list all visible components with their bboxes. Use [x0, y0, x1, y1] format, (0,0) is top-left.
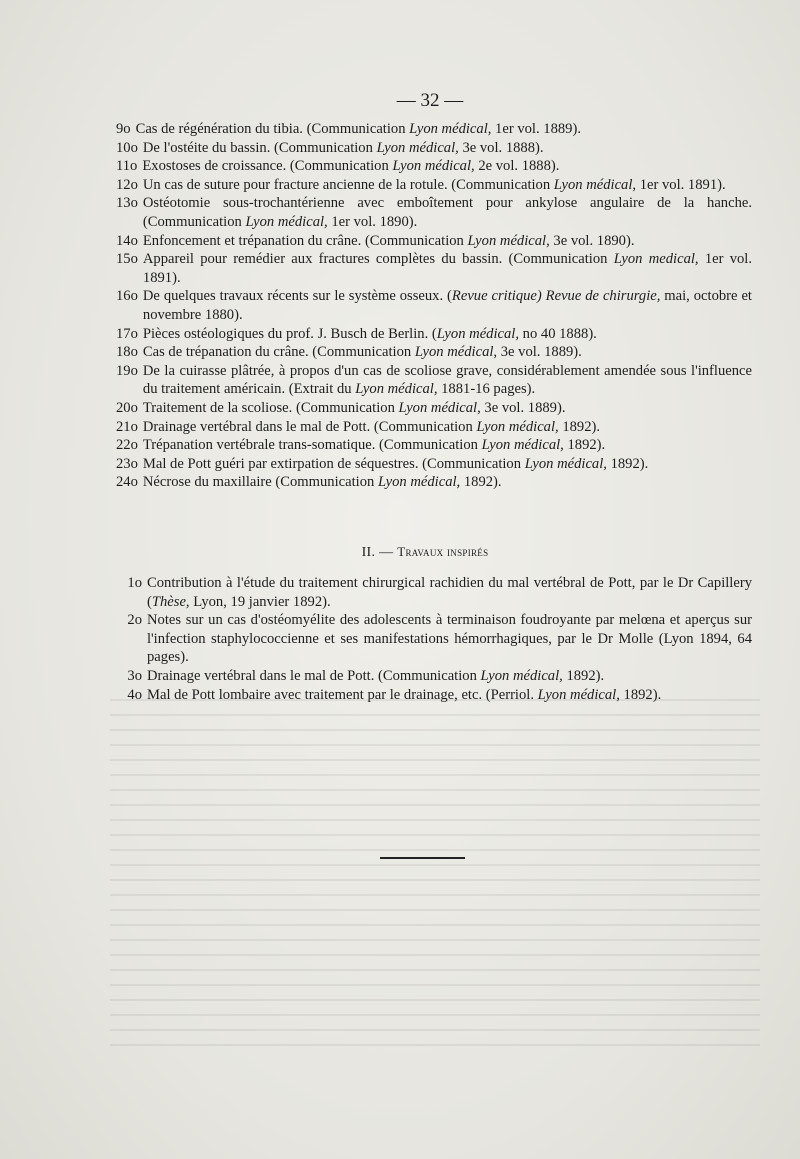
item-number: 3o: [127, 667, 142, 684]
item-citation: 3e vol. 1888).: [458, 139, 544, 156]
item-description: Ostéotomie sous-trochantérienne avec emboîtement pour ankylose angulaire de la hanche. (Communication: [142, 195, 752, 230]
item-number: 4o: [127, 686, 142, 703]
item-citation: 1892).: [619, 686, 662, 703]
item-text: [138, 399, 752, 418]
list-item: [116, 120, 752, 139]
item-description: Drainage vertébral dans le mal de Pott. (Communication: [147, 667, 481, 684]
item-text: [138, 194, 752, 231]
journal-name: Revue critique) Revue de chirurgie,: [451, 288, 661, 305]
item-description: Cas de trépanation du crâne. (Communication: [142, 344, 415, 361]
item-text: [138, 436, 752, 455]
journal-name: Thèse,: [151, 593, 190, 610]
item-number: 24o: [116, 474, 138, 491]
item-number: 9o: [116, 121, 131, 137]
journal-name: Lyon médical,: [553, 176, 637, 193]
item-number: 10o: [116, 139, 138, 156]
item-text: [138, 343, 752, 362]
journal-name: Lyon médical,: [467, 232, 550, 249]
item-citation: 1er vol. 1891).: [636, 176, 726, 193]
list-item: [116, 611, 752, 667]
list-item: [116, 176, 752, 195]
item-text: [138, 139, 752, 158]
item-citation: 1892).: [558, 418, 601, 435]
list-item: [116, 455, 752, 474]
item-number: 2o: [127, 612, 142, 629]
item-description: Enfoncement et trépanation du crâne. (Communication: [142, 232, 468, 249]
item-number: 13o: [116, 195, 138, 212]
item-citation: 1892).: [563, 437, 606, 454]
list-item: [116, 418, 752, 437]
list-item: [116, 139, 752, 158]
item-citation: 3e vol. 1889).: [480, 399, 566, 416]
item-number: 14o: [116, 232, 138, 249]
item-text: [138, 176, 752, 195]
bleed-through-texture: [110, 690, 760, 1050]
inspired-works-list: [116, 574, 752, 704]
item-description: Notes sur un cas d'ostéomyélite des adolescents à terminaison foudroyante par melœna et aperçus sur l'infection staphylococcienne et ses manifestations hémorrhagiques, par le Dr Molle (Lyon 1894, 64 pages).: [147, 612, 752, 666]
list-item: [116, 325, 752, 344]
item-citation: 3e vol. 1890).: [549, 232, 635, 249]
item-citation: 1er vol. 1890).: [327, 213, 418, 230]
publications-list: [116, 120, 752, 492]
section-heading: [0, 544, 800, 561]
item-description: Nécrose du maxillaire (Communication: [142, 474, 378, 491]
journal-name: Lyon médical,: [376, 139, 459, 156]
item-description: Trépanation vertébrale trans-somatique. (Communication: [142, 437, 482, 454]
item-description: Traitement de la scoliose. (Communication: [142, 399, 399, 416]
item-number: 17o: [116, 325, 138, 342]
item-text: [138, 418, 752, 437]
journal-name: Lyon médical,: [524, 455, 607, 472]
item-citation: 1881-16 pages).: [437, 381, 536, 398]
journal-name: Lyon médical,: [377, 474, 461, 491]
list-item: [116, 667, 752, 686]
journal-name: Lyon médical,: [398, 399, 481, 416]
journal-name: Lyon médical,: [355, 381, 438, 398]
item-number: 15o: [116, 251, 138, 268]
item-description: De l'ostéite du bassin. (Communication: [142, 139, 377, 156]
item-description: De la cuirasse plâtrée, à propos d'un cas de scoliose grave, considérablement amendée sous l'influence du traitement américain. (Extrait du: [142, 362, 752, 398]
item-description: De quelques travaux récents sur le système osseux. (: [142, 288, 452, 305]
item-description: Mal de Pott lombaire avec traitement par le drainage, etc. (Perriol.: [147, 686, 538, 703]
list-item: [116, 232, 752, 251]
item-text: [138, 287, 752, 324]
item-number: 11o: [116, 158, 138, 175]
item-description: Un cas de suture pour fracture ancienne de la rotule. (Communication: [142, 176, 554, 193]
list-item: [116, 399, 752, 418]
item-number: 18o: [116, 344, 138, 361]
item-text: [131, 120, 752, 139]
item-citation: 1er vol. 1889).: [491, 121, 581, 137]
item-text: [142, 611, 752, 667]
journal-name: Lyon médical,: [245, 213, 328, 230]
item-number: 16o: [116, 288, 138, 305]
item-text: [138, 325, 752, 344]
item-text: [138, 250, 752, 287]
item-text: [142, 574, 752, 611]
item-text: [142, 686, 752, 705]
item-description: Appareil pour remédier aux fractures complètes du bassin. (Communication: [142, 251, 614, 268]
page-number: — 32 —: [396, 90, 464, 111]
item-description: Drainage vertébral dans le mal de Pott. (Communication: [142, 418, 477, 435]
journal-name: Lyon médical,: [436, 325, 519, 342]
item-text: [138, 455, 752, 474]
item-citation: Lyon, 19 janvier 1892).: [189, 593, 331, 610]
list-item: [116, 436, 752, 455]
item-description: Cas de régénération du tibia. (Communication: [135, 121, 410, 137]
section-roman: II. —: [361, 545, 394, 560]
journal-name: Lyon médical,: [476, 418, 559, 435]
item-citation: 1er vol. 1891).: [142, 251, 753, 286]
item-citation: 2e vol. 1888).: [474, 158, 560, 175]
item-citation: 3e vol. 1889).: [497, 344, 582, 361]
item-citation: mai, octobre et novembre 1880).: [142, 288, 752, 323]
item-citation: no 40 1888).: [519, 325, 597, 342]
journal-name: Lyon médical,: [481, 437, 564, 454]
item-text: [138, 362, 752, 399]
item-number: 21o: [116, 418, 138, 435]
list-item: [116, 362, 752, 399]
item-number: 20o: [116, 399, 138, 416]
list-item: [116, 157, 752, 176]
list-item: [116, 686, 752, 705]
item-text: [138, 473, 752, 492]
item-text: [138, 232, 752, 251]
journal-name: Lyon médical,: [392, 158, 475, 175]
item-number: 1o: [127, 575, 142, 591]
item-number: 12o: [116, 176, 138, 193]
journal-name: Lyon medical,: [613, 251, 699, 268]
item-citation: 1892).: [606, 455, 649, 472]
list-item: [116, 194, 752, 231]
item-description: Mal de Pott guéri par extirpation de séquestres. (Communication: [142, 455, 525, 472]
list-item: [116, 473, 752, 492]
item-text: [142, 667, 752, 686]
item-description: Exostoses de croissance. (Communication: [142, 158, 393, 175]
journal-name: Lyon médical,: [480, 667, 563, 684]
item-description: Contribution à l'étude du traitement chirurgical rachidien du mal vertébral de Pott, par le Dr Capillery (: [147, 575, 752, 610]
item-citation: 1892).: [562, 667, 605, 684]
item-text: [137, 157, 752, 176]
list-item: [116, 250, 752, 287]
end-rule: [380, 857, 465, 859]
list-item: [116, 574, 752, 611]
list-item: [116, 343, 752, 362]
journal-name: Lyon médical,: [409, 121, 492, 137]
journal-name: Lyon médical,: [537, 686, 620, 703]
item-number: 22o: [116, 437, 138, 454]
item-number: 19o: [116, 362, 138, 379]
item-citation: 1892).: [460, 474, 502, 491]
list-item: [116, 287, 752, 324]
section-title: Travaux inspirés: [397, 544, 489, 559]
item-number: 23o: [116, 455, 138, 472]
item-description: Pièces ostéologiques du prof. J. Busch de Berlin. (: [142, 325, 437, 342]
journal-name: Lyon médical,: [414, 344, 498, 361]
